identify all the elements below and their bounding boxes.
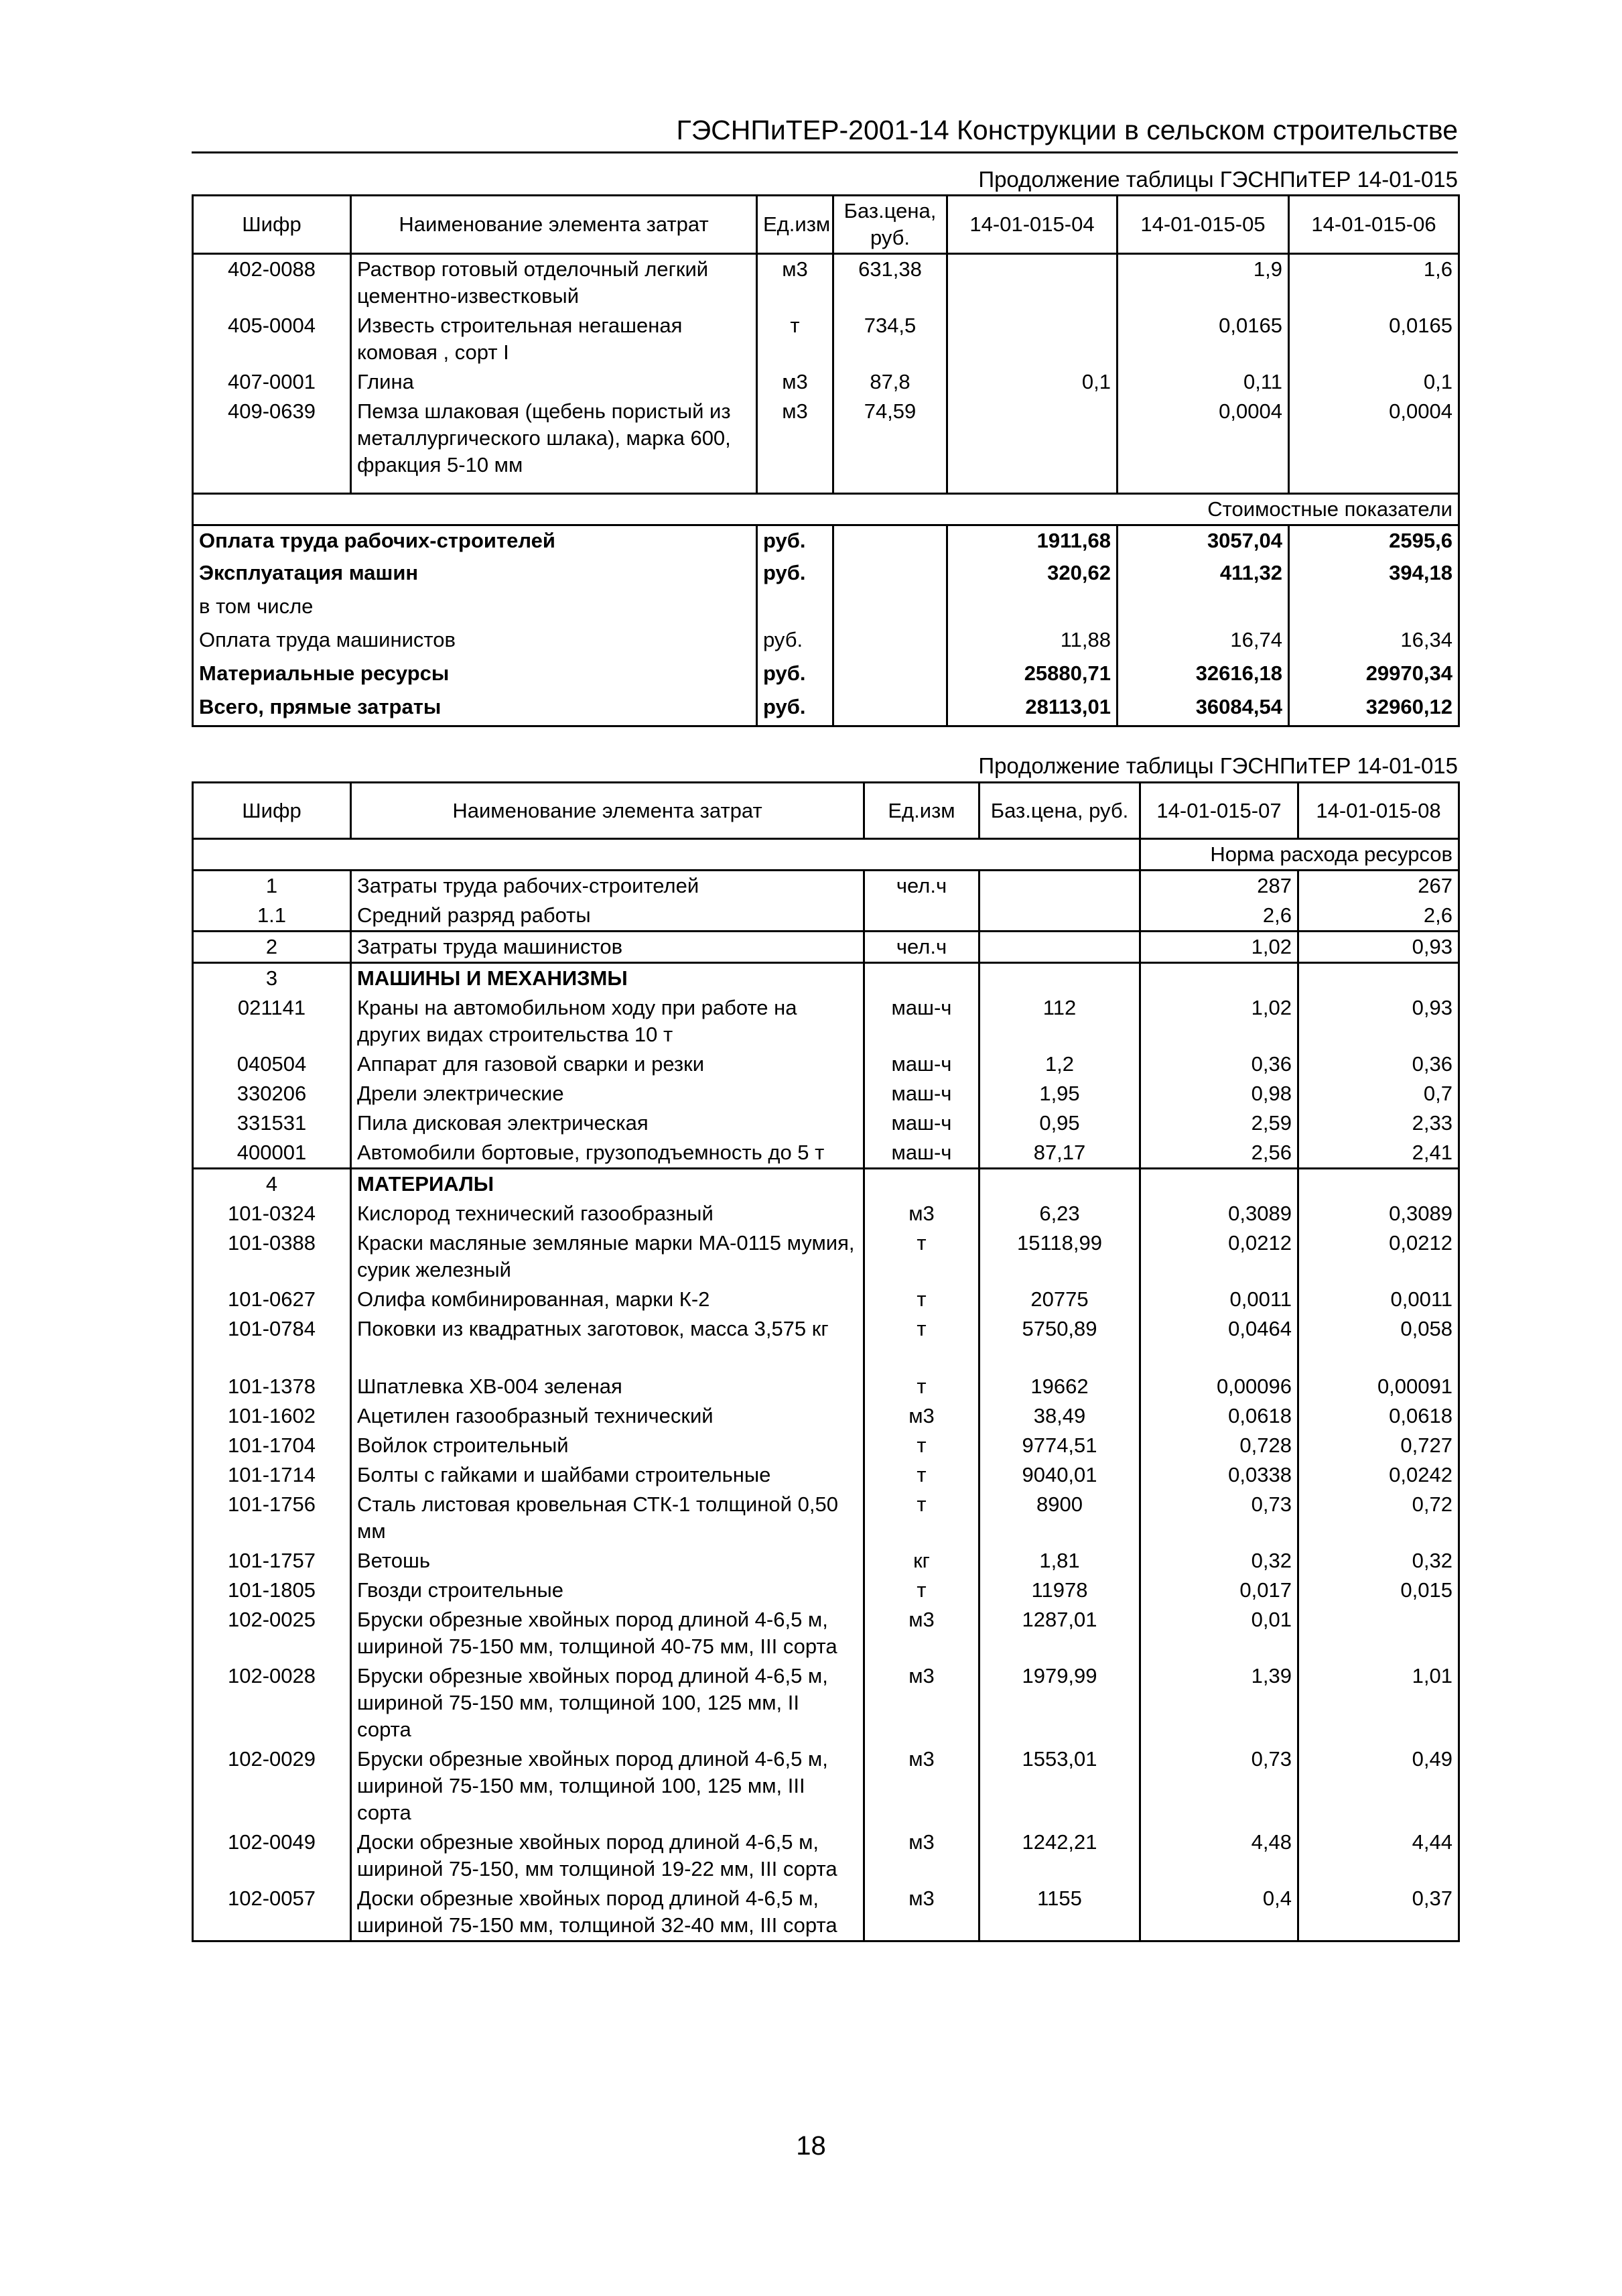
- row-name: Кислород технический газообразный: [351, 1199, 864, 1228]
- table2-header-col-08: 14-01-015-08: [1298, 783, 1459, 839]
- cost-row-unit: руб.: [757, 525, 833, 558]
- row-price: 38,49: [979, 1401, 1140, 1431]
- row-value-07: 0,73: [1140, 1744, 1298, 1828]
- table-row: [193, 871, 1459, 901]
- row-code: 1.1: [193, 901, 351, 932]
- table1-header-code: Шифр: [193, 196, 351, 254]
- table-row: [193, 1372, 1459, 1401]
- row-value-04: 0,1: [947, 367, 1118, 397]
- row-value-05: 1,9: [1118, 254, 1289, 312]
- norm-band-empty: [193, 839, 1140, 871]
- row-unit: м3: [864, 1884, 979, 1941]
- row-name: Гвозди строительные: [351, 1576, 864, 1605]
- row-name: Бруски обрезные хвойных пород длиной 4-6,5 м, шириной 75-150 мм, толщиной 40-75 мм, III сорта: [351, 1605, 864, 1661]
- table1-header-col-05: 14-01-015-05: [1118, 196, 1289, 254]
- spacer-row: [193, 480, 1459, 493]
- row-value-05: 0,11: [1118, 367, 1289, 397]
- row-code: 101-1378: [193, 1372, 351, 1401]
- norm-band: [193, 839, 1459, 871]
- row-value-07: 0,0464: [1140, 1314, 1298, 1372]
- cost-row-name: Материальные ресурсы: [193, 659, 757, 692]
- row-price: [979, 932, 1140, 963]
- row-name: Войлок строительный: [351, 1431, 864, 1460]
- cost-row: [193, 592, 1459, 625]
- table-row: [193, 1049, 1459, 1079]
- row-value-08: 0,93: [1298, 993, 1459, 1049]
- cost-row: [193, 692, 1459, 726]
- row-value-06: 1,6: [1289, 254, 1459, 312]
- row-value-07: 0,0338: [1140, 1460, 1298, 1490]
- spacer-cell: [1118, 480, 1289, 493]
- row-code: 102-0028: [193, 1661, 351, 1744]
- row-code: 101-1757: [193, 1546, 351, 1576]
- cost-row-value-05: 16,74: [1118, 625, 1289, 659]
- row-code: 021141: [193, 993, 351, 1049]
- spacer-cell: [833, 480, 947, 493]
- table2-header-col-07: 14-01-015-07: [1140, 783, 1298, 839]
- row-value-08: [1298, 1169, 1459, 1200]
- document-header: ГЭСНПиТЕР-2001-14 Конструкции в сельском строительстве: [192, 113, 1458, 153]
- row-value-08: 0,015: [1298, 1576, 1459, 1605]
- table-row: [193, 1884, 1459, 1941]
- row-code: 101-1805: [193, 1576, 351, 1605]
- row-value-07: 4,48: [1140, 1828, 1298, 1884]
- table-row: [193, 1285, 1459, 1314]
- row-value-07: 2,59: [1140, 1108, 1298, 1138]
- cost-row-name: Эксплуатация машин: [193, 558, 757, 592]
- row-value-07: 0,01: [1140, 1605, 1298, 1661]
- row-name: Известь строительная негашеная комовая , сорт I: [351, 311, 757, 367]
- row-value-04: [947, 254, 1118, 312]
- cost-row-value-06: 2595,6: [1289, 525, 1459, 558]
- cost-row-name: Оплата труда рабочих-строителей: [193, 525, 757, 558]
- row-name: Бруски обрезные хвойных пород длиной 4-6,5 м, шириной 75-150 мм, толщиной 100, 125 мм, II сорта: [351, 1661, 864, 1744]
- section-band-label: Стоимостные показатели: [193, 493, 1459, 525]
- row-unit: кг: [864, 1546, 979, 1576]
- table1-body: [193, 254, 1459, 726]
- row-value-07: 1,02: [1140, 993, 1298, 1049]
- row-name: Ацетилен газообразный технический: [351, 1401, 864, 1431]
- row-value-07: 0,98: [1140, 1079, 1298, 1108]
- row-value-08: 0,058: [1298, 1314, 1459, 1372]
- row-unit: м3: [864, 1828, 979, 1884]
- row-name: Раствор готовый отделочный легкий цементно-известковый: [351, 254, 757, 312]
- row-value-08: 0,36: [1298, 1049, 1459, 1079]
- row-code: 2: [193, 932, 351, 963]
- row-code: 040504: [193, 1049, 351, 1079]
- row-code: 101-0627: [193, 1285, 351, 1314]
- cost-row-price: [833, 692, 947, 726]
- row-value-07: 1,02: [1140, 932, 1298, 963]
- row-code: 407-0001: [193, 367, 351, 397]
- row-price: 20775: [979, 1285, 1140, 1314]
- row-value-08: 0,00091: [1298, 1372, 1459, 1401]
- cost-row-value-04: [947, 592, 1118, 625]
- row-unit: [864, 901, 979, 932]
- table2: [192, 781, 1460, 1942]
- table2-header-code: Шифр: [193, 783, 351, 839]
- row-code: 405-0004: [193, 311, 351, 367]
- row-price: 1,95: [979, 1079, 1140, 1108]
- cost-row-unit: [757, 592, 833, 625]
- row-value-08: [1298, 1605, 1459, 1661]
- row-price: 9774,51: [979, 1431, 1140, 1460]
- table-row: [193, 1490, 1459, 1546]
- row-name: Затраты труда рабочих-строителей: [351, 871, 864, 901]
- table-row: [193, 1828, 1459, 1884]
- table-row: [193, 993, 1459, 1049]
- row-code: 101-0784: [193, 1314, 351, 1372]
- cost-row-value-04: 11,88: [947, 625, 1118, 659]
- row-value-07: 0,73: [1140, 1490, 1298, 1546]
- row-name: Краски масляные земляные марки МА-0115 мумия, сурик железный: [351, 1228, 864, 1285]
- row-unit: т: [864, 1372, 979, 1401]
- row-value-08: 0,0618: [1298, 1401, 1459, 1431]
- cost-row-price: [833, 592, 947, 625]
- row-value-08: 0,0212: [1298, 1228, 1459, 1285]
- cost-row: [193, 625, 1459, 659]
- table-row: [193, 1314, 1459, 1372]
- cost-row-value-06: 394,18: [1289, 558, 1459, 592]
- row-price: 9040,01: [979, 1460, 1140, 1490]
- row-name: Доски обрезные хвойных пород длиной 4-6,5 м, шириной 75-150 мм, толщиной 32-40 мм, III сорта: [351, 1884, 864, 1941]
- row-name: Автомобили бортовые, грузоподъемность до 5 т: [351, 1138, 864, 1169]
- table-row: [193, 367, 1459, 397]
- row-price: 112: [979, 993, 1140, 1049]
- table-row: [193, 1661, 1459, 1744]
- cost-row-name: в том числе: [193, 592, 757, 625]
- row-unit: м3: [864, 1744, 979, 1828]
- cost-row-value-05: 36084,54: [1118, 692, 1289, 726]
- cost-row: [193, 659, 1459, 692]
- row-value-06: 0,1: [1289, 367, 1459, 397]
- row-value-07: 0,728: [1140, 1431, 1298, 1460]
- spacer-cell: [351, 480, 757, 493]
- cost-row-price: [833, 659, 947, 692]
- cost-row-unit: руб.: [757, 625, 833, 659]
- row-price: 1979,99: [979, 1661, 1140, 1744]
- cost-row-value-06: 29970,34: [1289, 659, 1459, 692]
- row-value-07: 0,017: [1140, 1576, 1298, 1605]
- row-unit: т: [864, 1285, 979, 1314]
- table1-header-unit: Ед.изм: [757, 196, 833, 254]
- row-price: 631,38: [833, 254, 947, 312]
- row-value-07: 287: [1140, 871, 1298, 901]
- row-name: МАТЕРИАЛЫ: [351, 1169, 864, 1200]
- row-unit: м3: [757, 367, 833, 397]
- row-unit: м3: [864, 1605, 979, 1661]
- row-name: Поковки из квадратных заготовок, масса 3,575 кг: [351, 1314, 864, 1372]
- table-row: [193, 1079, 1459, 1108]
- row-code: 101-1704: [193, 1431, 351, 1460]
- row-value-08: 1,01: [1298, 1661, 1459, 1744]
- cost-row-value-04: 1911,68: [947, 525, 1118, 558]
- spacer-cell: [947, 480, 1118, 493]
- row-name: Олифа комбинированная, марки К-2: [351, 1285, 864, 1314]
- table2-header-name: Наименование элемента затрат: [351, 783, 864, 839]
- row-code: 409-0639: [193, 397, 351, 480]
- row-price: 1242,21: [979, 1828, 1140, 1884]
- row-unit: т: [864, 1314, 979, 1372]
- row-value-08: 2,33: [1298, 1108, 1459, 1138]
- row-name: Болты с гайками и шайбами строительные: [351, 1460, 864, 1490]
- row-name: Сталь листовая кровельная СТК-1 толщиной 0,50 мм: [351, 1490, 864, 1546]
- row-value-07: 0,0618: [1140, 1401, 1298, 1431]
- row-name: Бруски обрезные хвойных пород длиной 4-6,5 м, шириной 75-150 мм, толщиной 100, 125 мм, III сорта: [351, 1744, 864, 1828]
- row-price: 15118,99: [979, 1228, 1140, 1285]
- row-name: Глина: [351, 367, 757, 397]
- cost-row-value-05: 411,32: [1118, 558, 1289, 592]
- table-row: [193, 901, 1459, 932]
- row-code: 1: [193, 871, 351, 901]
- row-name: Пила дисковая электрическая: [351, 1108, 864, 1138]
- row-name: Краны на автомобильном ходу при работе на других видах строительства 10 т: [351, 993, 864, 1049]
- row-unit: т: [864, 1490, 979, 1546]
- row-unit: м3: [757, 254, 833, 312]
- row-code: 102-0029: [193, 1744, 351, 1828]
- row-code: 402-0088: [193, 254, 351, 312]
- row-unit: маш-ч: [864, 993, 979, 1049]
- row-unit: чел.ч: [864, 932, 979, 963]
- norm-band-label: Норма расхода ресурсов: [1140, 839, 1459, 871]
- row-value-08: [1298, 963, 1459, 994]
- row-price: [979, 871, 1140, 901]
- table2-body: [193, 839, 1459, 1941]
- table-row: [193, 1138, 1459, 1169]
- row-price: 1287,01: [979, 1605, 1140, 1661]
- row-value-08: 2,6: [1298, 901, 1459, 932]
- row-code: 101-0388: [193, 1228, 351, 1285]
- row-value-08: 267: [1298, 871, 1459, 901]
- row-price: [979, 963, 1140, 994]
- row-unit: т: [864, 1228, 979, 1285]
- row-value-07: 0,0011: [1140, 1285, 1298, 1314]
- cost-row-value-06: 32960,12: [1289, 692, 1459, 726]
- section-band: [193, 493, 1459, 525]
- cost-row-name: Всего, прямые затраты: [193, 692, 757, 726]
- cost-row-unit: руб.: [757, 659, 833, 692]
- table1-continuation-note: Продолжение таблицы ГЭСНПиТЕР 14-01-015: [978, 167, 1458, 192]
- table1-header-name: Наименование элемента затрат: [351, 196, 757, 254]
- row-unit: маш-ч: [864, 1108, 979, 1138]
- row-name: Дрели электрические: [351, 1079, 864, 1108]
- cost-row-value-05: [1118, 592, 1289, 625]
- row-price: 1,81: [979, 1546, 1140, 1576]
- row-value-07: 0,32: [1140, 1546, 1298, 1576]
- table2-continuation-note: Продолжение таблицы ГЭСНПиТЕР 14-01-015: [978, 753, 1458, 778]
- row-name: Аппарат для газовой сварки и резки: [351, 1049, 864, 1079]
- row-value-08: 0,0242: [1298, 1460, 1459, 1490]
- row-price: 11978: [979, 1576, 1140, 1605]
- row-name: МАШИНЫ И МЕХАНИЗМЫ: [351, 963, 864, 994]
- cost-row-value-04: 28113,01: [947, 692, 1118, 726]
- table2-header-price: Баз.цена, руб.: [979, 783, 1140, 839]
- row-unit: т: [864, 1460, 979, 1490]
- cost-row: [193, 558, 1459, 592]
- row-value-08: 0,72: [1298, 1490, 1459, 1546]
- table-row: [193, 932, 1459, 963]
- table-row: [193, 1431, 1459, 1460]
- row-unit: м3: [864, 1661, 979, 1744]
- cost-row-price: [833, 558, 947, 592]
- table-row: [193, 1228, 1459, 1285]
- row-name: Пемза шлаковая (щебень пористый из металлургического шлака), марка 600, фракция 5-10 мм: [351, 397, 757, 480]
- row-value-07: 0,0212: [1140, 1228, 1298, 1285]
- table-row: [193, 1401, 1459, 1431]
- row-code: 101-1756: [193, 1490, 351, 1546]
- spacer-cell: [757, 480, 833, 493]
- cost-row-value-06: [1289, 592, 1459, 625]
- table-row: [193, 1744, 1459, 1828]
- row-name: Ветошь: [351, 1546, 864, 1576]
- table-row: [193, 1108, 1459, 1138]
- row-unit: чел.ч: [864, 871, 979, 901]
- row-price: 87,17: [979, 1138, 1140, 1169]
- cost-row-value-05: 3057,04: [1118, 525, 1289, 558]
- row-value-08: 0,7: [1298, 1079, 1459, 1108]
- row-code: 400001: [193, 1138, 351, 1169]
- row-name: Средний разряд работы: [351, 901, 864, 932]
- row-code: 3: [193, 963, 351, 994]
- table2-header-unit: Ед.изм: [864, 783, 979, 839]
- row-value-08: 0,32: [1298, 1546, 1459, 1576]
- table-row: [193, 254, 1459, 312]
- cost-row-price: [833, 525, 947, 558]
- row-value-06: 0,0165: [1289, 311, 1459, 367]
- row-value-07: 0,3089: [1140, 1199, 1298, 1228]
- row-value-04: [947, 311, 1118, 367]
- row-price: 74,59: [833, 397, 947, 480]
- row-value-07: [1140, 963, 1298, 994]
- row-value-08: 0,0011: [1298, 1285, 1459, 1314]
- row-unit: т: [757, 311, 833, 367]
- row-price: 1,2: [979, 1049, 1140, 1079]
- table1: [192, 194, 1460, 727]
- row-value-05: 0,0004: [1118, 397, 1289, 480]
- row-unit: т: [864, 1576, 979, 1605]
- row-price: 5750,89: [979, 1314, 1140, 1372]
- cost-row-name: Оплата труда машинистов: [193, 625, 757, 659]
- cost-row-value-06: 16,34: [1289, 625, 1459, 659]
- table-row: [193, 1460, 1459, 1490]
- row-code: 101-1714: [193, 1460, 351, 1490]
- row-value-06: 0,0004: [1289, 397, 1459, 480]
- row-price: 734,5: [833, 311, 947, 367]
- table1-header-col-06: 14-01-015-06: [1289, 196, 1459, 254]
- row-unit: маш-ч: [864, 1079, 979, 1108]
- row-value-08: 0,49: [1298, 1744, 1459, 1828]
- row-value-08: 0,93: [1298, 932, 1459, 963]
- row-name: Шпатлевка ХВ-004 зеленая: [351, 1372, 864, 1401]
- row-value-07: 2,56: [1140, 1138, 1298, 1169]
- row-value-07: 0,36: [1140, 1049, 1298, 1079]
- table-row: [193, 1605, 1459, 1661]
- row-value-07: 2,6: [1140, 901, 1298, 932]
- row-code: 331531: [193, 1108, 351, 1138]
- row-code: 102-0049: [193, 1828, 351, 1884]
- page-number: 18: [796, 2131, 826, 2161]
- spacer-cell: [193, 480, 351, 493]
- row-price: 87,8: [833, 367, 947, 397]
- row-price: 19662: [979, 1372, 1140, 1401]
- row-unit: маш-ч: [864, 1138, 979, 1169]
- table-row: [193, 1199, 1459, 1228]
- table-row: [193, 311, 1459, 367]
- row-code: 330206: [193, 1079, 351, 1108]
- row-unit: т: [864, 1431, 979, 1460]
- row-value-04: [947, 397, 1118, 480]
- row-price: 0,95: [979, 1108, 1140, 1138]
- row-code: 102-0025: [193, 1605, 351, 1661]
- cost-row-price: [833, 625, 947, 659]
- table1-header-col-04: 14-01-015-04: [947, 196, 1118, 254]
- row-price: 1155: [979, 1884, 1140, 1941]
- row-name: Затраты труда машинистов: [351, 932, 864, 963]
- row-name: Доски обрезные хвойных пород длиной 4-6,5 м, шириной 75-150, мм толщиной 19-22 мм, III сорта: [351, 1828, 864, 1884]
- table-row: [193, 963, 1459, 994]
- table1-header-price: Баз.цена, руб.: [833, 196, 947, 254]
- row-value-08: 4,44: [1298, 1828, 1459, 1884]
- cost-row-value-04: 25880,71: [947, 659, 1118, 692]
- row-unit: м3: [864, 1199, 979, 1228]
- row-price: 8900: [979, 1490, 1140, 1546]
- row-unit: [864, 963, 979, 994]
- cost-row-unit: руб.: [757, 558, 833, 592]
- spacer-cell: [1289, 480, 1459, 493]
- row-value-07: 1,39: [1140, 1661, 1298, 1744]
- row-value-08: 0,727: [1298, 1431, 1459, 1460]
- row-code: 4: [193, 1169, 351, 1200]
- row-price: 1553,01: [979, 1744, 1140, 1828]
- row-code: 101-1602: [193, 1401, 351, 1431]
- row-unit: маш-ч: [864, 1049, 979, 1079]
- table-row: [193, 1576, 1459, 1605]
- row-code: 102-0057: [193, 1884, 351, 1941]
- row-value-08: 0,37: [1298, 1884, 1459, 1941]
- row-value-07: [1140, 1169, 1298, 1200]
- row-price: [979, 1169, 1140, 1200]
- row-unit: м3: [864, 1401, 979, 1431]
- cost-row-unit: руб.: [757, 692, 833, 726]
- row-value-08: 2,41: [1298, 1138, 1459, 1169]
- row-value-05: 0,0165: [1118, 311, 1289, 367]
- cost-row: [193, 525, 1459, 558]
- cost-row-value-05: 32616,18: [1118, 659, 1289, 692]
- table-row: [193, 1546, 1459, 1576]
- row-price: 6,23: [979, 1199, 1140, 1228]
- row-code: 101-0324: [193, 1199, 351, 1228]
- row-unit: м3: [757, 397, 833, 480]
- table-row: [193, 397, 1459, 480]
- row-value-07: 0,4: [1140, 1884, 1298, 1941]
- row-value-07: 0,00096: [1140, 1372, 1298, 1401]
- table-row: [193, 1169, 1459, 1200]
- row-value-08: 0,3089: [1298, 1199, 1459, 1228]
- cost-row-value-04: 320,62: [947, 558, 1118, 592]
- row-unit: [864, 1169, 979, 1200]
- row-price: [979, 901, 1140, 932]
